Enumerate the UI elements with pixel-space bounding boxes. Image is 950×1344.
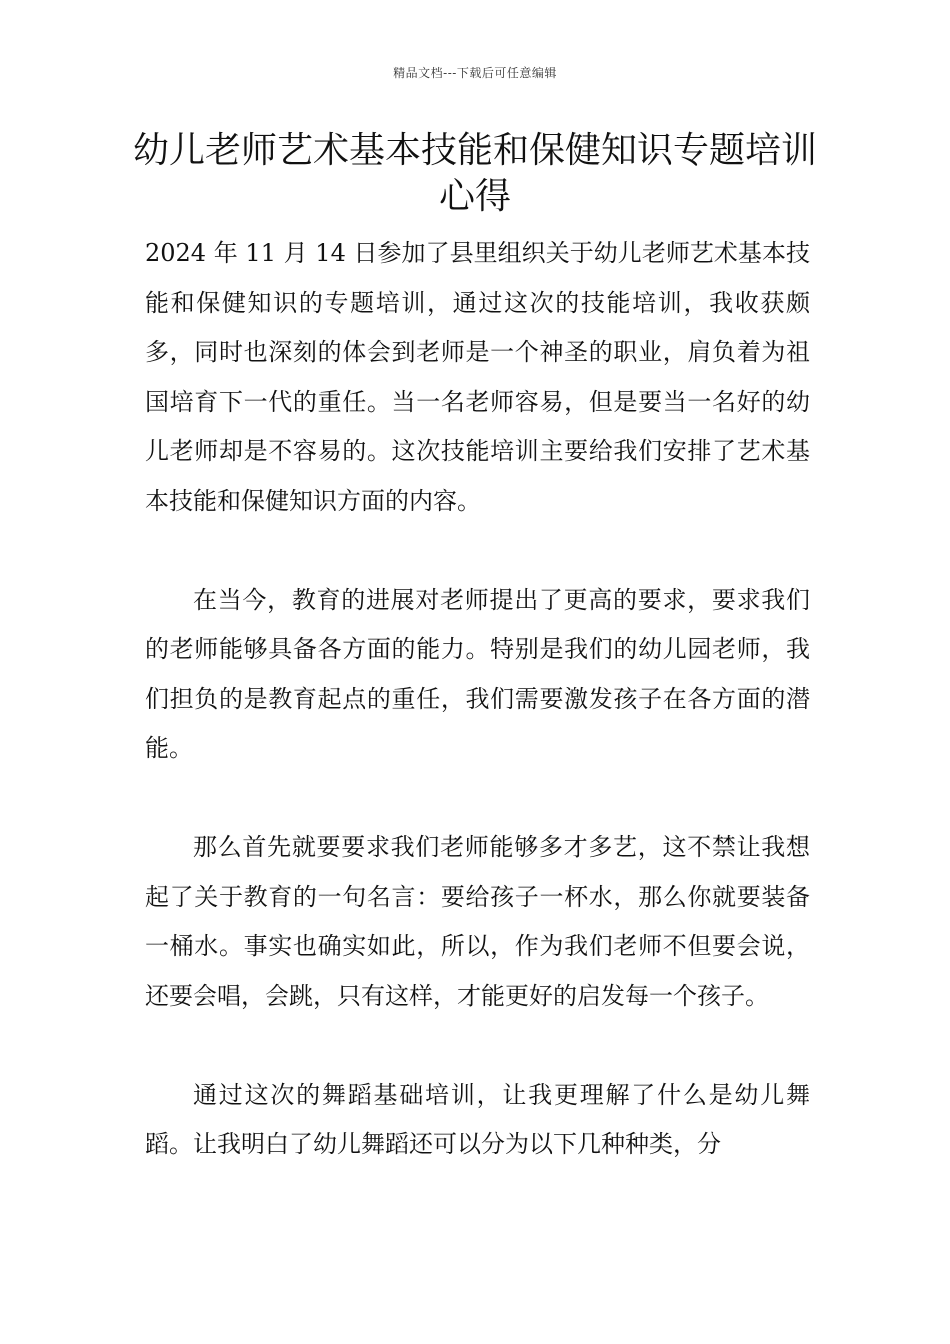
paragraph-spacer — [145, 774, 810, 824]
document-body — [145, 229, 810, 1170]
paragraph-1: 2024 年 11 月 14 日参加了县里组织关于幼儿老师艺术基本技能和保健知识的专题培训，通过这次的技能培训，我收获颇多，同时也深刻的体会到老师是一个神圣的职业，肩负着为祖国培育下一代的重任。当一名老师容易，但是要当一名好的幼儿老师却是不容易的。这次技能培训主要给我们安排了艺术基本技能和保健知识方面的内容。 — [145, 239, 810, 515]
paragraph-4: 通过这次的舞蹈基础培训，让我更理解了什么是幼儿舞蹈。让我明白了幼儿舞蹈还可以分为以下几种种类，分 — [145, 1080, 810, 1158]
paragraph-spacer — [145, 526, 810, 576]
paragraph-3: 那么首先就要要求我们老师能够多才多艺，这不禁让我想起了关于教育的一句名言：要给孩子一杯水，那么你就要装备一桶水。事实也确实如此，所以，作为我们老师不但要会说，还要会唱，会跳，只有这样，才能更好的启发每一个孩子。 — [145, 833, 810, 1010]
paragraph-2: 在当今，教育的进展对老师提出了更高的要求，要求我们的老师能够具备各方面的能力。特别是我们的幼儿园老师，我们担负的是教育起点的重任，我们需要激发孩子在各方面的潜能。 — [145, 585, 810, 762]
header-note: 精品文档---下载后可任意编辑 — [393, 66, 557, 80]
document-title: 幼儿老师艺术基本技能和保健知识专题培训心得 — [132, 130, 817, 217]
paragraph-spacer — [145, 1021, 810, 1071]
